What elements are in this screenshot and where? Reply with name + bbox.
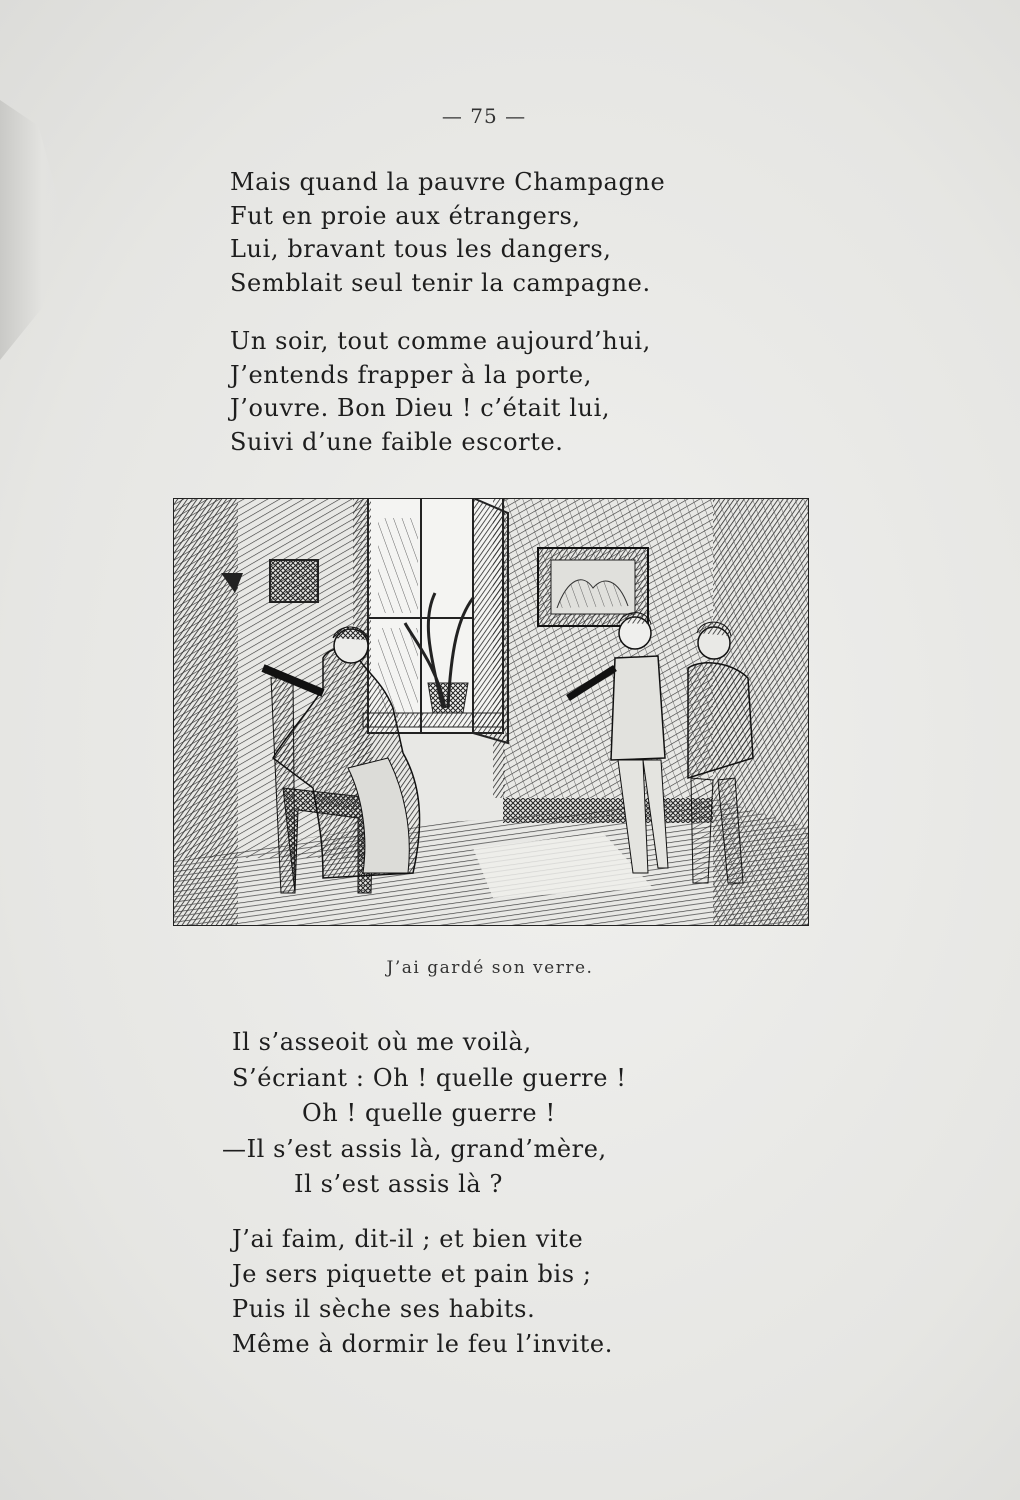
verse-line: J’entends frapper à la porte,: [230, 360, 592, 389]
verse-line: Fut en proie aux étrangers,: [230, 201, 581, 230]
illustration-caption: J’ai gardé son verre.: [386, 958, 594, 978]
verse-line: S’écriant : Oh ! quelle guerre !: [232, 1063, 627, 1092]
page-number: — 75 —: [441, 104, 527, 128]
verse-line: Puis il sèche ses habits.: [232, 1295, 536, 1323]
stanza-1: [230, 166, 665, 300]
verse-line: Il s’asseoit où me voilà,: [232, 1028, 532, 1056]
verse-line: Semblait seul tenir la campagne.: [230, 268, 651, 297]
facing-page-shadow: [0, 100, 70, 360]
verse-line: Je sers piquette et pain bis ;: [232, 1260, 592, 1288]
verse-line: —Il s’est assis là, grand’mère,: [222, 1134, 607, 1163]
verse-line: Suivi d’une faible escorte.: [230, 427, 564, 456]
stanza-4: [232, 1222, 613, 1362]
verse-line: Lui, bravant tous les dangers,: [230, 235, 612, 263]
verse-line: Un soir, tout comme aujourd’hui,: [230, 327, 651, 355]
verse-line: Mais quand la pauvre Champagne: [230, 168, 666, 196]
boy-left-body: [611, 656, 665, 760]
verse-line: Il s’est assis là ?: [294, 1170, 503, 1198]
verse-line: Oh ! quelle guerre !: [302, 1099, 556, 1127]
verse-line: Même à dormir le feu l’invite.: [232, 1330, 613, 1358]
small-frame: [270, 560, 318, 602]
boy-right-body: [688, 663, 753, 778]
engraving-illustration: [173, 498, 809, 926]
verse-line: J’ai faim, dit-il ; et bien vite: [232, 1225, 584, 1253]
stanza-3: [222, 1025, 627, 1203]
verse-line: J’ouvre. Bon Dieu ! c’était lui,: [230, 394, 611, 422]
stanza-2: [230, 325, 651, 459]
